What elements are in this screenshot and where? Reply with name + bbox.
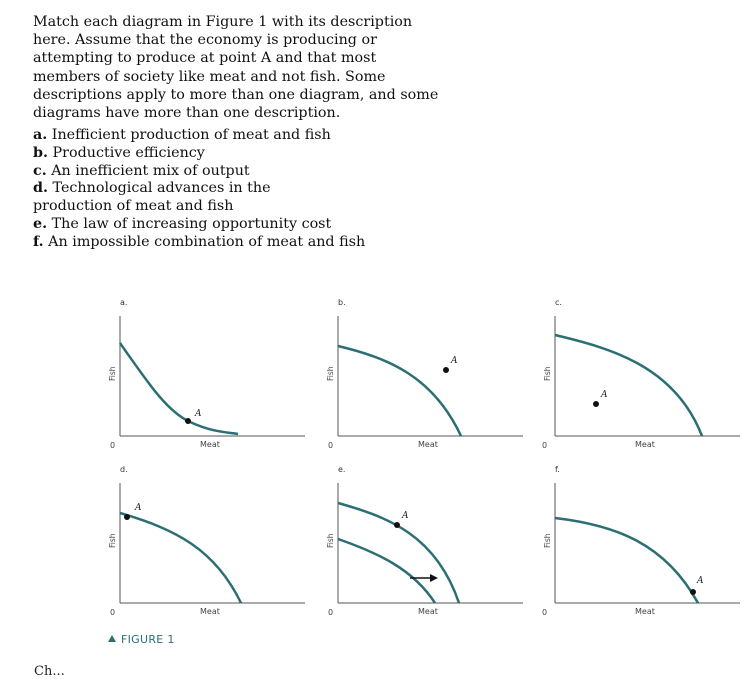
- y-axis-label: Fish: [326, 533, 335, 548]
- x-axis-label: Meat: [418, 440, 438, 449]
- x-axis-label: Meat: [635, 607, 655, 616]
- ppf-curve: [555, 335, 702, 436]
- option-a: [33, 127, 453, 145]
- option-letter: d.: [33, 180, 48, 197]
- panel-f: [535, 465, 745, 635]
- point-a-label: A: [601, 390, 608, 400]
- origin-label: 0: [328, 441, 334, 450]
- option-letter: a.: [33, 127, 48, 143]
- point-a: [443, 367, 449, 373]
- x-axis-label: Meat: [200, 607, 220, 616]
- option-letter: e.: [33, 215, 48, 232]
- ppf-curve: [120, 343, 238, 434]
- panel-label: f.: [555, 465, 560, 474]
- y-axis-label: Fish: [108, 366, 117, 381]
- option-text: Productive efficiency: [52, 144, 205, 161]
- question-intro-text: Match each diagram in Figure 1 with its description here. Assume that the economy is producing or attempting to produce at point A and that most members of society like meat and not fish. Some descriptions apply to more than one diagram, and some diagrams have more than one description.: [33, 14, 439, 122]
- panel-label: a.: [120, 298, 128, 307]
- point-a: [593, 401, 599, 407]
- panel-e: [318, 465, 528, 635]
- option-letter: c.: [33, 162, 47, 179]
- option-f: [33, 234, 453, 252]
- outer-ppf-curve: [338, 503, 459, 603]
- panel-label: b.: [338, 298, 346, 307]
- point-a: [394, 522, 400, 528]
- point-a: [185, 418, 191, 424]
- y-axis-label: Fish: [326, 366, 335, 381]
- x-axis-label: Meat: [200, 440, 220, 449]
- option-text: The law of increasing opportunity cost: [51, 215, 332, 232]
- origin-label: 0: [110, 441, 116, 450]
- point-a-label: A: [135, 503, 142, 513]
- option-text: Technological advances in the production of meat and fish: [33, 180, 271, 215]
- inner-ppf-curve: [338, 539, 435, 603]
- x-axis-label: Meat: [418, 607, 438, 616]
- origin-label: 0: [542, 608, 548, 617]
- point-a-label: A: [697, 576, 704, 586]
- point-a-label: A: [195, 409, 202, 419]
- origin-label: 0: [542, 441, 548, 450]
- panel-b: [318, 298, 528, 468]
- shift-arrow-icon: [430, 574, 438, 582]
- option-letter: f.: [33, 233, 44, 250]
- triangle-icon: [108, 635, 116, 642]
- panel-label: e.: [338, 465, 346, 474]
- answer-options: [33, 127, 453, 252]
- point-a: [690, 589, 696, 595]
- option-text: An impossible combination of meat and fish: [48, 233, 366, 250]
- option-text: Inefficient production of meat and fish: [51, 127, 331, 143]
- y-axis-label: Fish: [543, 533, 552, 548]
- option-letter: b.: [33, 144, 48, 161]
- y-axis-label: Fish: [543, 366, 552, 381]
- origin-label: 0: [328, 608, 334, 617]
- panel-label: d.: [120, 465, 128, 474]
- question-intro: [33, 13, 443, 122]
- option-e: [33, 216, 453, 234]
- x-axis-label: Meat: [635, 440, 655, 449]
- origin-label: 0: [110, 608, 116, 617]
- ppf-curve: [120, 513, 241, 603]
- panel-label: c.: [555, 298, 562, 307]
- ppf-curve: [555, 518, 698, 603]
- figure-caption: [108, 633, 175, 646]
- y-axis-label: Fish: [108, 533, 117, 548]
- figure-caption-text: FIGURE 1: [121, 633, 175, 646]
- point-a-label: A: [402, 511, 409, 521]
- trailing-text: Ch...: [34, 664, 65, 679]
- option-d: [33, 180, 323, 216]
- option-c: [33, 163, 453, 181]
- option-text: An inefficient mix of output: [51, 162, 250, 179]
- panel-a: [100, 298, 310, 468]
- point-a-label: A: [451, 356, 458, 366]
- ppf-curve: [338, 346, 461, 436]
- option-b: [33, 145, 453, 163]
- point-a: [124, 514, 130, 520]
- panel-c: [535, 298, 745, 468]
- panel-d: [100, 465, 310, 635]
